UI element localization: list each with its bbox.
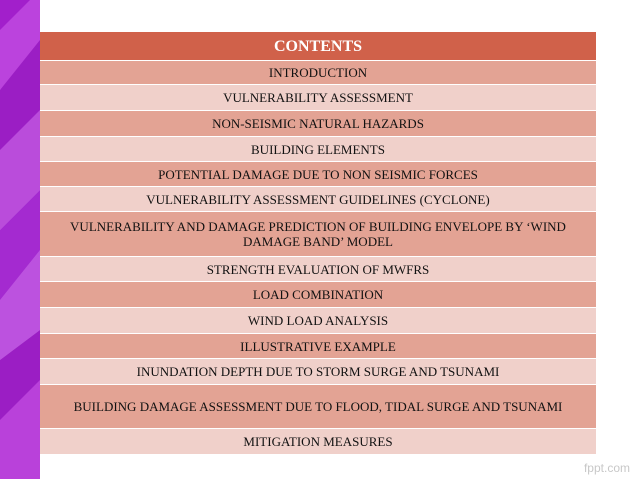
contents-item: INUNDATION DEPTH DUE TO STORM SURGE AND TSUNAMI — [40, 359, 596, 385]
contents-item: NON-SEISMIC NATURAL HAZARDS — [40, 111, 596, 137]
contents-item: VULNERABILITY AND DAMAGE PREDICTION OF BUILDING ENVELOPE BY ‘WIND DAMAGE BAND’ MODEL — [40, 212, 596, 257]
watermark: fppt.com — [583, 461, 630, 475]
contents-item: STRENGTH EVALUATION OF MWFRS — [40, 257, 596, 282]
contents-table — [40, 32, 596, 455]
contents-item: ILLUSTRATIVE EXAMPLE — [40, 334, 596, 359]
contents-item: BUILDING DAMAGE ASSESSMENT DUE TO FLOOD, TIDAL SURGE AND TSUNAMI — [40, 385, 596, 429]
contents-item: VULNERABILITY ASSESSMENT GUIDELINES (CYCLONE) — [40, 187, 596, 212]
contents-item: POTENTIAL DAMAGE DUE TO NON SEISMIC FORCES — [40, 162, 596, 187]
contents-item: WIND LOAD ANALYSIS — [40, 308, 596, 334]
contents-title: CONTENTS — [40, 32, 596, 61]
contents-item: MITIGATION MEASURES — [40, 429, 596, 455]
contents-item: INTRODUCTION — [40, 61, 596, 85]
contents-item: BUILDING ELEMENTS — [40, 137, 596, 162]
contents-item: VULNERABILITY ASSESSMENT — [40, 85, 596, 111]
contents-item: LOAD COMBINATION — [40, 282, 596, 308]
